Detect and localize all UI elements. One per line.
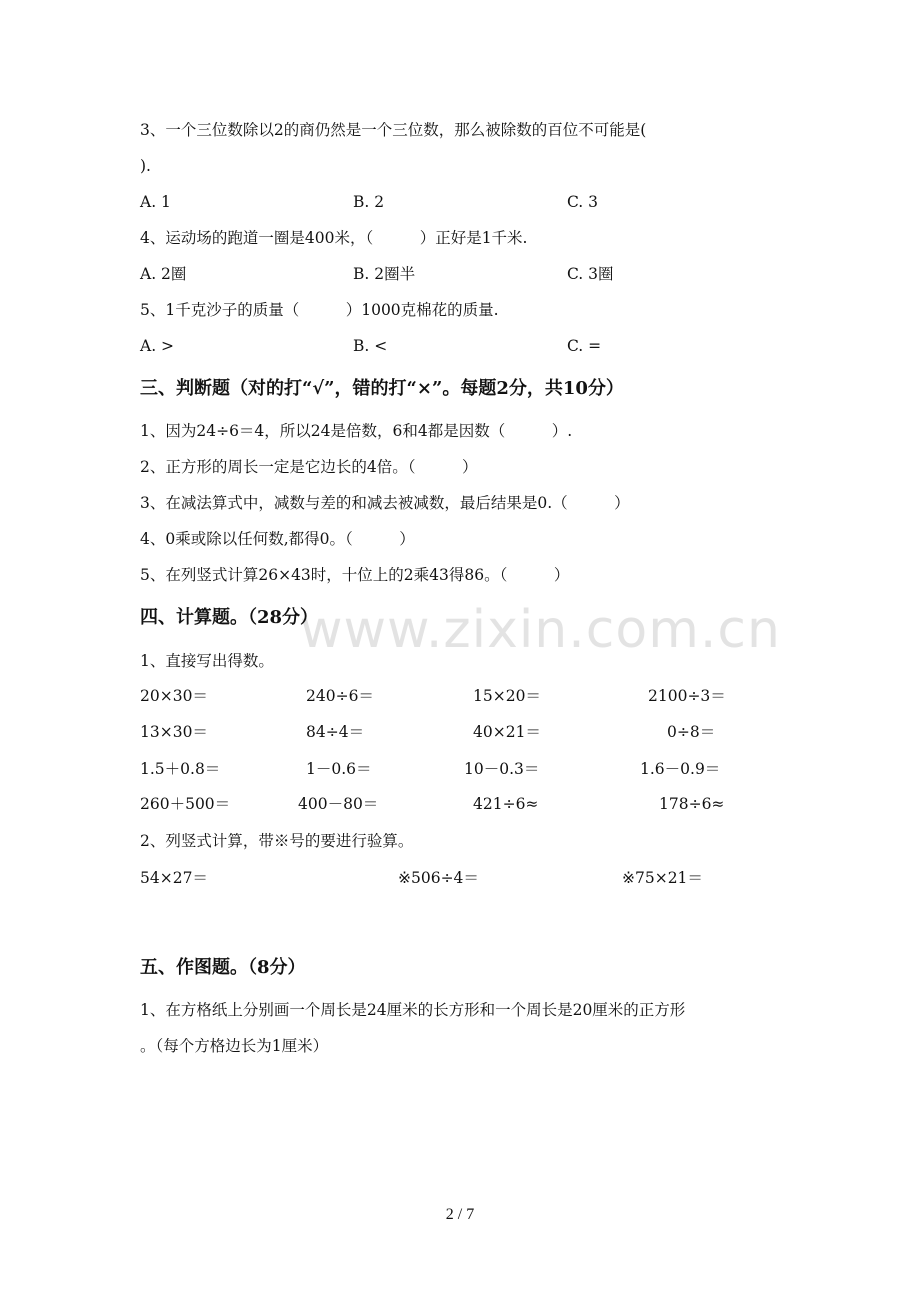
- q3-option-a: A. 1: [140, 193, 171, 211]
- calc-sub-2: 2、列竖式计算，带※号的要进行验算。: [140, 832, 414, 850]
- calc-item: 10－0.3＝: [464, 760, 540, 778]
- calc-item: 421÷6≈: [473, 795, 539, 813]
- judge-item-4: 4、0乘或除以任何数,都得0。（ ）: [140, 530, 415, 548]
- calc-item: 260＋500＝: [140, 795, 231, 813]
- q5-option-c: C. =: [567, 337, 602, 355]
- calc-item: 2100÷3＝: [648, 687, 726, 705]
- q4-option-b: B. 2圈半: [353, 265, 416, 283]
- calc-item: 40×21＝: [473, 723, 541, 741]
- question-4-text: 4、运动场的跑道一圈是400米，（ ）正好是1千米.: [140, 229, 528, 247]
- calc-item: 13×30＝: [140, 723, 208, 741]
- calc-item: 20×30＝: [140, 687, 208, 705]
- calc-item: 1－0.6＝: [306, 760, 372, 778]
- calc-item: 178÷6≈: [659, 795, 725, 813]
- calc-item: 400－80＝: [298, 795, 379, 813]
- section-3-heading: 三、判断题（对的打“√”，错的打“×”。每题2分，共10分）: [140, 378, 624, 399]
- calc-item: 1.5＋0.8＝: [140, 760, 221, 778]
- judge-item-5: 5、在列竖式计算26×43时，十位上的2乘43得86。（ ）: [140, 566, 570, 584]
- vertical-calc-item: ※75×21＝: [622, 869, 703, 887]
- calc-item: 0÷8＝: [667, 723, 716, 741]
- calc-item: 1.6－0.9＝: [640, 760, 721, 778]
- question-3-text-cont: ).: [140, 157, 151, 175]
- question-5-text: 5、1千克沙子的质量（ ）1000克棉花的质量.: [140, 301, 499, 319]
- draw-question-1: 1、在方格纸上分别画一个周长是24厘米的长方形和一个周长是20厘米的正方形: [140, 1001, 686, 1019]
- judge-item-2: 2、正方形的周长一定是它边长的4倍。（ ）: [140, 458, 478, 476]
- draw-question-1-cont: 。（每个方格边长为1厘米）: [140, 1037, 329, 1055]
- vertical-calc-item: ※506÷4＝: [398, 869, 479, 887]
- page-number: 2 / 7: [445, 1206, 475, 1223]
- calc-item: 15×20＝: [473, 687, 541, 705]
- judge-item-1: 1、因为24÷6＝4，所以24是倍数，6和4都是因数（ ）.: [140, 422, 573, 440]
- calc-sub-1: 1、直接写出得数。: [140, 652, 274, 670]
- q5-option-a: A. >: [140, 337, 175, 355]
- section-5-heading: 五、作图题。（8分）: [140, 957, 306, 978]
- calc-item: 240÷6＝: [306, 687, 374, 705]
- question-3-text: 3、一个三位数除以2的商仍然是一个三位数，那么被除数的百位不可能是(: [140, 121, 647, 139]
- q4-option-c: C. 3圈: [567, 265, 614, 283]
- section-4-heading: 四、计算题。（28分）: [140, 607, 319, 628]
- q3-option-c: C. 3: [567, 193, 599, 211]
- q5-option-b: B. <: [353, 337, 388, 355]
- calc-item: 84÷4＝: [306, 723, 365, 741]
- watermark: www.zixin.com.cn: [300, 600, 781, 660]
- q4-option-a: A. 2圈: [140, 265, 187, 283]
- judge-item-3: 3、在减法算式中，减数与差的和减去被减数，最后结果是0.（ ）: [140, 494, 630, 512]
- q3-option-b: B. 2: [353, 193, 385, 211]
- vertical-calc-item: 54×27＝: [140, 869, 208, 887]
